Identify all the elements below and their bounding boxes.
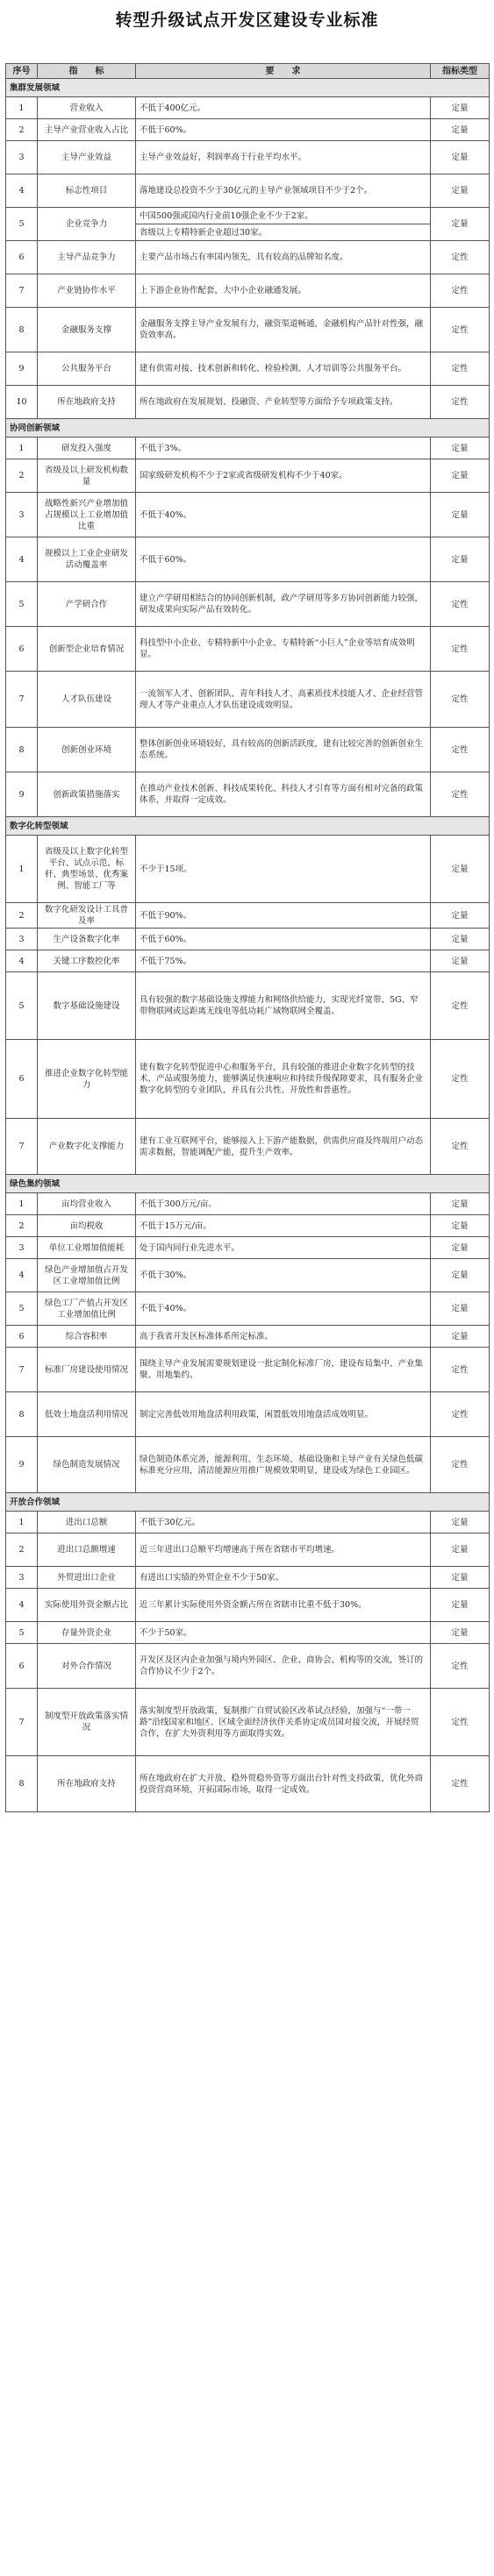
row-type: 定性 bbox=[431, 772, 490, 817]
section-row bbox=[6, 419, 490, 438]
row-requirement: 建有供需对接、技术创新和转化、检验检测、人才培训等公共服务平台。 bbox=[136, 352, 431, 386]
row-requirement: 不低于60%。 bbox=[136, 537, 431, 582]
row-requirement: 建有工业互联网平台，能够接入上下游产能数据，供需供应商及终端用户动态需求数据，智能调配产能，提升生产效率。 bbox=[136, 1119, 431, 1175]
table-header bbox=[6, 64, 490, 79]
row-type: 定量 bbox=[431, 459, 490, 493]
row-requirement: 中国500强或国内行业前10强企业不少于2家。 bbox=[136, 208, 431, 224]
table-body bbox=[6, 79, 490, 1812]
row-requirement: 科技型中小企业、专精特新中小企业、专精特新“小巨人”企业等培育成效明显。 bbox=[136, 627, 431, 672]
row-type: 定性 bbox=[431, 241, 490, 274]
row-number: 8 bbox=[6, 308, 38, 352]
row-type: 定量 bbox=[431, 1215, 490, 1237]
table-row bbox=[6, 772, 490, 817]
row-indicator: 绿色产业增加值占开发区工业增加值比例 bbox=[38, 1259, 136, 1292]
row-requirement: 不低于15万元/亩。 bbox=[136, 1215, 431, 1237]
row-requirement: 金融服务支撑主导产业发展有力，融资渠道畅通，金融机构产品针对性强，融资效率高。 bbox=[136, 308, 431, 352]
row-requirement: 不少于15项。 bbox=[136, 836, 431, 903]
table-row bbox=[6, 141, 490, 174]
row-type: 定性 bbox=[431, 308, 490, 352]
row-type: 定量 bbox=[431, 1193, 490, 1215]
table-row bbox=[6, 1119, 490, 1175]
row-requirement: 高于我省开发区标准体系所定标准。 bbox=[136, 1326, 431, 1348]
row-indicator: 金融服务支撑 bbox=[38, 308, 136, 352]
row-requirement: 省级以上专精特新企业超过30家。 bbox=[136, 224, 431, 241]
row-number: 2 bbox=[6, 1534, 38, 1567]
row-requirement: 所在地政府在扩大开放、稳外贸稳外资等方面出台针对性支持政策，优化外商投资营商环境，开拓国际市场，取得一定成效。 bbox=[136, 1756, 431, 1812]
section-row bbox=[6, 1493, 490, 1512]
table-row bbox=[6, 1040, 490, 1119]
row-type: 定性 bbox=[431, 1348, 490, 1392]
table-row bbox=[6, 241, 490, 274]
table-row bbox=[6, 459, 490, 493]
table-row bbox=[6, 1392, 490, 1437]
row-requirement: 在推动产业技术创新、科技成果转化、科技人才引育等方面有相对完备的政策体系，并取得一定成效。 bbox=[136, 772, 431, 817]
table-row bbox=[6, 1567, 490, 1589]
table-row bbox=[6, 352, 490, 386]
row-number: 3 bbox=[6, 493, 38, 537]
row-requirement: 落实制度型开放政策，复制推广自贸试验区改革试点经验，加强与“一带一路”沿线国家和地区、区域全面经济伙伴关系协定成员国对接交流，开展经贸合作，在扩大外资利用等方面取得实效。 bbox=[136, 1689, 431, 1756]
row-type: 定量 bbox=[431, 97, 490, 119]
row-indicator: 所在地政府支持 bbox=[38, 1756, 136, 1812]
row-type: 定量 bbox=[431, 950, 490, 972]
row-indicator: 公共服务平台 bbox=[38, 352, 136, 386]
row-indicator: 实际使用外资金额占比 bbox=[38, 1589, 136, 1622]
table-row bbox=[6, 728, 490, 772]
table-row bbox=[6, 627, 490, 672]
row-number: 2 bbox=[6, 119, 38, 141]
row-requirement: 不低于400亿元。 bbox=[136, 97, 431, 119]
row-type: 定性 bbox=[431, 582, 490, 627]
row-requirement: 制定完善低效用地盘活利用政策，闲置低效用地盘活成效明显。 bbox=[136, 1392, 431, 1437]
row-type: 定性 bbox=[431, 1392, 490, 1437]
section-row bbox=[6, 79, 490, 97]
table-row bbox=[6, 386, 490, 419]
table-row bbox=[6, 97, 490, 119]
row-number: 4 bbox=[6, 174, 38, 208]
row-indicator: 制度型开放政策落实情况 bbox=[38, 1689, 136, 1756]
row-indicator: 存量外资企业 bbox=[38, 1622, 136, 1644]
row-type: 定量 bbox=[431, 208, 490, 241]
row-type: 定性 bbox=[431, 627, 490, 672]
row-number: 10 bbox=[6, 386, 38, 419]
row-number: 6 bbox=[6, 1644, 38, 1689]
row-type: 定量 bbox=[431, 537, 490, 582]
row-type: 定量 bbox=[431, 836, 490, 903]
table-row bbox=[6, 438, 490, 459]
table-row bbox=[6, 972, 490, 1040]
row-requirement: 主要产品市场占有率国内领先，具有较高的品牌知名度。 bbox=[136, 241, 431, 274]
row-number: 8 bbox=[6, 1392, 38, 1437]
row-requirement: 有进出口实绩的外贸企业不少于50家。 bbox=[136, 1567, 431, 1589]
row-requirement: 整体创新创业环境较好，具有较高的创新活跃度，建有比较完善的创新创业生态系统。 bbox=[136, 728, 431, 772]
row-number: 3 bbox=[6, 929, 38, 950]
header-row bbox=[6, 64, 490, 79]
row-number: 5 bbox=[6, 582, 38, 627]
table-row bbox=[6, 174, 490, 208]
row-type: 定量 bbox=[431, 493, 490, 537]
table-row bbox=[6, 1756, 490, 1812]
row-type: 定量 bbox=[431, 174, 490, 208]
row-requirement: 处于国内同行业先进水平。 bbox=[136, 1237, 431, 1259]
table-row bbox=[6, 1237, 490, 1259]
row-number: 1 bbox=[6, 438, 38, 459]
row-number: 5 bbox=[6, 208, 38, 241]
row-indicator: 规模以上工业企业研发活动覆盖率 bbox=[38, 537, 136, 582]
row-type: 定量 bbox=[431, 1589, 490, 1622]
row-number: 6 bbox=[6, 627, 38, 672]
row-indicator: 标准厂房建设使用情况 bbox=[38, 1348, 136, 1392]
row-type: 定性 bbox=[431, 1756, 490, 1812]
row-type: 定量 bbox=[431, 1567, 490, 1589]
table-row bbox=[6, 1689, 490, 1756]
table-row bbox=[6, 537, 490, 582]
row-type: 定量 bbox=[431, 1512, 490, 1534]
row-type: 定量 bbox=[431, 1237, 490, 1259]
row-indicator: 主导产业效益 bbox=[38, 141, 136, 174]
row-indicator: 低效土地盘活利用情况 bbox=[38, 1392, 136, 1437]
table-row bbox=[6, 1348, 490, 1392]
row-type: 定量 bbox=[431, 1292, 490, 1326]
row-number: 1 bbox=[6, 836, 38, 903]
table-row bbox=[6, 1437, 490, 1493]
row-requirement: 绿色制造体系完善，能源利用、生态环境、基础设施和主导产业有关绿色低碳标准充分应用，清洁能源应用推广规模效果明显，建设成为绿色工业园区。 bbox=[136, 1437, 431, 1493]
row-indicator: 企业竞争力 bbox=[38, 208, 136, 241]
row-type: 定量 bbox=[431, 141, 490, 174]
row-indicator: 关键工序数控化率 bbox=[38, 950, 136, 972]
row-type: 定性 bbox=[431, 1119, 490, 1175]
row-indicator: 标志性项目 bbox=[38, 174, 136, 208]
row-number: 3 bbox=[6, 1567, 38, 1589]
section-title: 绿色集约领域 bbox=[6, 1175, 490, 1193]
header-no: 序号 bbox=[6, 64, 38, 79]
row-type: 定性 bbox=[431, 672, 490, 728]
table-row bbox=[6, 1259, 490, 1292]
row-type: 定量 bbox=[431, 1326, 490, 1348]
table-row bbox=[6, 1326, 490, 1348]
row-type: 定量 bbox=[431, 1622, 490, 1644]
row-indicator: 营业收入 bbox=[38, 97, 136, 119]
section-title: 开放合作领域 bbox=[6, 1493, 490, 1512]
row-indicator: 创新政策措施落实 bbox=[38, 772, 136, 817]
row-requirement: 不低于40%。 bbox=[136, 493, 431, 537]
row-indicator: 生产设备数字化率 bbox=[38, 929, 136, 950]
document-title: 转型升级试点开发区建设专业标准 bbox=[115, 11, 379, 30]
row-indicator: 单位工业增加值能耗 bbox=[38, 1237, 136, 1259]
table-row bbox=[6, 1622, 490, 1644]
row-indicator: 绿色制造发展情况 bbox=[38, 1437, 136, 1493]
row-type: 定性 bbox=[431, 1689, 490, 1756]
row-requirement: 近三年累计实际使用外资金额占所在省辖市比重不低于30%。 bbox=[136, 1589, 431, 1622]
row-indicator: 绿色工厂产值占开发区工业增加值比例 bbox=[38, 1292, 136, 1326]
row-number: 1 bbox=[6, 97, 38, 119]
row-requirement: 开发区及区内企业加强与境内外园区、企业、商协会、机构等的交流，签订的合作协议不少于2个。 bbox=[136, 1644, 431, 1689]
row-requirement: 不少于50家。 bbox=[136, 1622, 431, 1644]
row-number: 3 bbox=[6, 141, 38, 174]
row-requirement: 国家级研发机构不少于2家或省级研发机构不少于40家。 bbox=[136, 459, 431, 493]
section-row bbox=[6, 1175, 490, 1193]
row-requirement: 围绕主导产业发展需要规划建设一批定制化标准厂房，建设布局集中、产业集聚、用地集约。 bbox=[136, 1348, 431, 1392]
row-number: 9 bbox=[6, 772, 38, 817]
table-row bbox=[6, 1644, 490, 1689]
table-row bbox=[6, 1589, 490, 1622]
row-requirement: 落地建设总投资不少于30亿元的主导产业领域项目不少于2个。 bbox=[136, 174, 431, 208]
row-indicator: 研发投入强度 bbox=[38, 438, 136, 459]
row-type: 定量 bbox=[431, 1259, 490, 1292]
row-indicator: 亩均营业收入 bbox=[38, 1193, 136, 1215]
row-indicator: 人才队伍建设 bbox=[38, 672, 136, 728]
row-requirement: 近三年进出口总额平均增速高于所在省辖市平均增速。 bbox=[136, 1534, 431, 1567]
row-indicator: 主导产品竞争力 bbox=[38, 241, 136, 274]
row-indicator: 对外合作情况 bbox=[38, 1644, 136, 1689]
section-title: 集群发展领域 bbox=[6, 79, 490, 97]
row-indicator: 产学研合作 bbox=[38, 582, 136, 627]
row-indicator: 产业数字化支撑能力 bbox=[38, 1119, 136, 1175]
table-row bbox=[6, 1534, 490, 1567]
row-number: 4 bbox=[6, 950, 38, 972]
row-type: 定性 bbox=[431, 1040, 490, 1119]
row-indicator: 外贸进出口企业 bbox=[38, 1567, 136, 1589]
row-indicator: 数字化研发设计工具普及率 bbox=[38, 903, 136, 929]
row-number: 4 bbox=[6, 1589, 38, 1622]
row-requirement: 建有数字化转型促进中心和服务平台，具有较强的推进企业数字化转型的技术、产品或服务能力，能够满足快速响应和持续升级保障要求，具有服务企业数字化转型的专业团队，并具有公共性、开放性和普惠性。 bbox=[136, 1040, 431, 1119]
row-type: 定性 bbox=[431, 386, 490, 419]
row-requirement: 不低于3%。 bbox=[136, 438, 431, 459]
table-row bbox=[6, 1292, 490, 1326]
row-number: 1 bbox=[6, 1193, 38, 1215]
table-row bbox=[6, 903, 490, 929]
row-number: 7 bbox=[6, 1348, 38, 1392]
row-number: 2 bbox=[6, 459, 38, 493]
row-indicator: 战略性新兴产业增加值占规模以上工业增加值比重 bbox=[38, 493, 136, 537]
row-type: 定性 bbox=[431, 972, 490, 1040]
row-number: 6 bbox=[6, 1040, 38, 1119]
row-type: 定量 bbox=[431, 119, 490, 141]
table-row bbox=[6, 119, 490, 141]
row-requirement: 主导产业效益好，利润率高于行业平均水平。 bbox=[136, 141, 431, 174]
row-requirement: 不低于30亿元。 bbox=[136, 1512, 431, 1534]
row-requirement: 一流领军人才、创新团队、青年科技人才、高素质技术技能人才、企业经营管理人才等产业重点人才队伍建设成效明显。 bbox=[136, 672, 431, 728]
row-indicator: 所在地政府支持 bbox=[38, 386, 136, 419]
header-indicator: 指 标 bbox=[38, 64, 136, 79]
row-number: 5 bbox=[6, 1622, 38, 1644]
row-number: 7 bbox=[6, 1689, 38, 1756]
row-requirement: 具有较强的数字基础设施支撑能力和网络供给能力，实现光纤宽带、5G、窄带物联网或远距离无线电等低功耗广域物联网全覆盖。 bbox=[136, 972, 431, 1040]
table-row bbox=[6, 1193, 490, 1215]
standards-table bbox=[5, 63, 490, 1812]
row-requirement: 所在地政府在发展规划、投融资、产业转型等方面给予专项政策支持。 bbox=[136, 386, 431, 419]
row-indicator: 省级及以上研发机构数量 bbox=[38, 459, 136, 493]
section-title: 数字化转型领域 bbox=[6, 817, 490, 836]
row-type: 定量 bbox=[431, 1534, 490, 1567]
table-row bbox=[6, 582, 490, 627]
row-number: 1 bbox=[6, 1512, 38, 1534]
row-requirement: 不低于75%。 bbox=[136, 950, 431, 972]
table-row bbox=[6, 950, 490, 972]
row-number: 3 bbox=[6, 1237, 38, 1259]
row-indicator: 进出口总额增速 bbox=[38, 1534, 136, 1567]
row-number: 5 bbox=[6, 972, 38, 1040]
table-row bbox=[6, 493, 490, 537]
row-type: 定性 bbox=[431, 1644, 490, 1689]
row-number: 8 bbox=[6, 728, 38, 772]
table-row bbox=[6, 274, 490, 308]
row-number: 2 bbox=[6, 1215, 38, 1237]
row-number: 6 bbox=[6, 241, 38, 274]
row-requirement: 建立产学研用相结合的协同创新机制，政产学研用等多方协同创新能力较强，研发成果向实际产品有效转化。 bbox=[136, 582, 431, 627]
row-indicator: 省级及以上数字化转型平台、试点示范、标杆、典型场景、优秀案例、智能工厂等 bbox=[38, 836, 136, 903]
table-row bbox=[6, 929, 490, 950]
row-requirement: 上下游企业协作配套，大中小企业融通发展。 bbox=[136, 274, 431, 308]
row-requirement: 不低于90%。 bbox=[136, 903, 431, 929]
row-indicator: 创新创业环境 bbox=[38, 728, 136, 772]
table-row bbox=[6, 672, 490, 728]
row-number: 5 bbox=[6, 1292, 38, 1326]
row-requirement: 不低于30%。 bbox=[136, 1259, 431, 1292]
row-indicator: 主导产业营业收入占比 bbox=[38, 119, 136, 141]
section-title: 协同创新领域 bbox=[6, 419, 490, 438]
row-number: 4 bbox=[6, 537, 38, 582]
row-type: 定性 bbox=[431, 1437, 490, 1493]
row-indicator: 进出口总额 bbox=[38, 1512, 136, 1534]
row-indicator: 创新型企业培育情况 bbox=[38, 627, 136, 672]
row-number: 7 bbox=[6, 1119, 38, 1175]
row-indicator: 亩均税收 bbox=[38, 1215, 136, 1237]
row-number: 8 bbox=[6, 1756, 38, 1812]
row-type: 定量 bbox=[431, 438, 490, 459]
section-row bbox=[6, 817, 490, 836]
row-type: 定量 bbox=[431, 903, 490, 929]
row-number: 9 bbox=[6, 352, 38, 386]
row-indicator: 产业链协作水平 bbox=[38, 274, 136, 308]
row-requirement: 不低于40%。 bbox=[136, 1292, 431, 1326]
row-number: 4 bbox=[6, 1259, 38, 1292]
row-number: 7 bbox=[6, 274, 38, 308]
row-indicator: 综合容积率 bbox=[38, 1326, 136, 1348]
table-row bbox=[6, 1512, 490, 1534]
row-type: 定性 bbox=[431, 274, 490, 308]
row-requirement: 不低于300万元/亩。 bbox=[136, 1193, 431, 1215]
row-indicator: 数字基础设施建设 bbox=[38, 972, 136, 1040]
row-type: 定性 bbox=[431, 728, 490, 772]
row-number: 6 bbox=[6, 1326, 38, 1348]
row-type: 定性 bbox=[431, 352, 490, 386]
row-indicator: 推进企业数字化转型能力 bbox=[38, 1040, 136, 1119]
row-number: 2 bbox=[6, 903, 38, 929]
table-row bbox=[6, 308, 490, 352]
header-type: 指标类型 bbox=[431, 64, 490, 79]
table-row bbox=[6, 1215, 490, 1237]
table-row bbox=[6, 208, 490, 224]
row-type: 定量 bbox=[431, 929, 490, 950]
row-number: 9 bbox=[6, 1437, 38, 1493]
table-row bbox=[6, 836, 490, 903]
row-requirement: 不低于60%。 bbox=[136, 119, 431, 141]
row-requirement: 不低于60%。 bbox=[136, 929, 431, 950]
header-requirement: 要 求 bbox=[136, 64, 431, 79]
row-number: 7 bbox=[6, 672, 38, 728]
